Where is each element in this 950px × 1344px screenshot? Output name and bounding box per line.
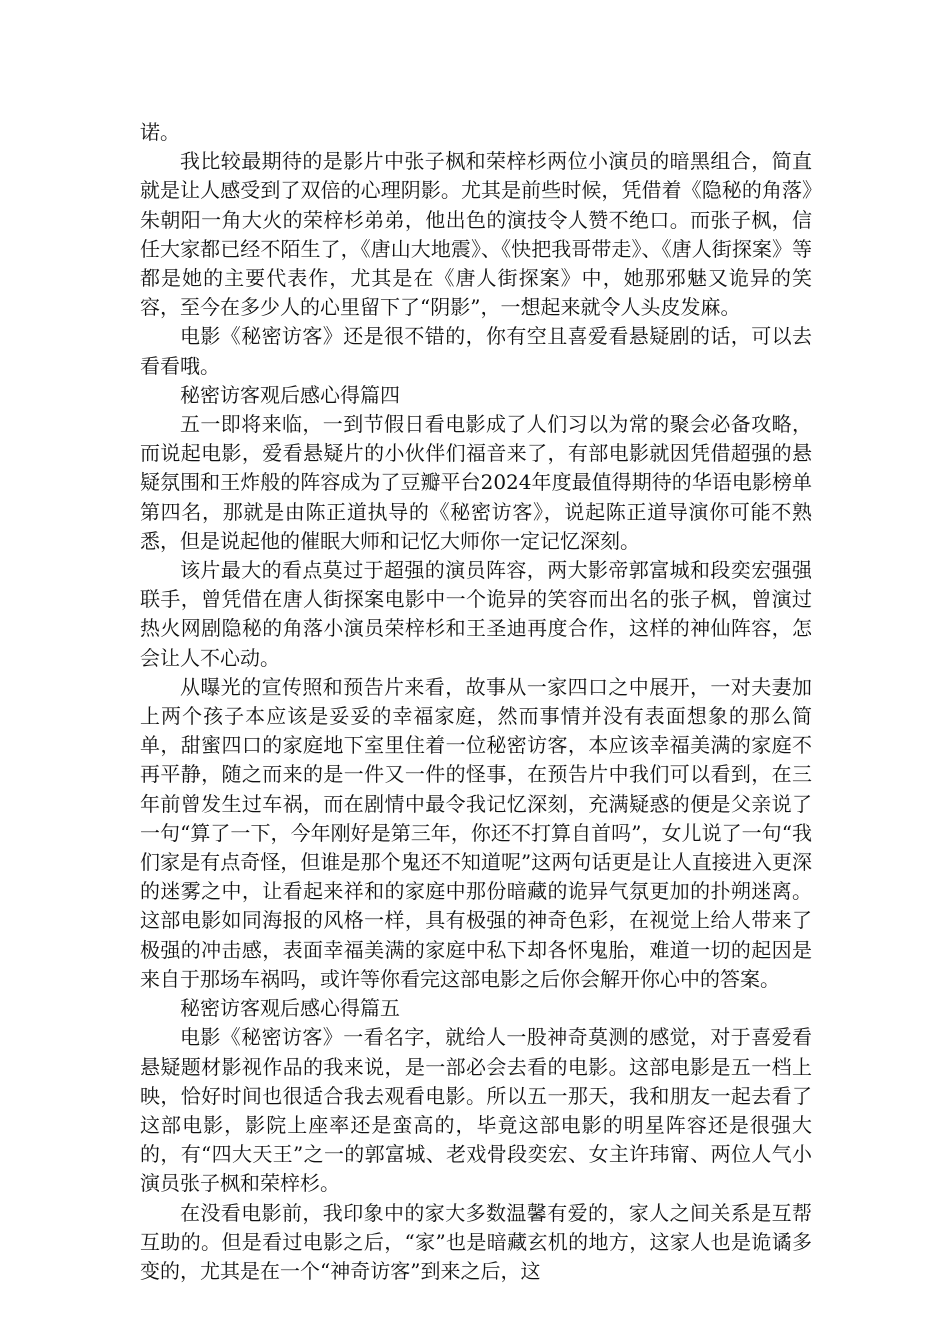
- paragraph-story-trailer: 从曝光的宣传照和预告片来看，故事从一家四口之中展开，一对夫妻加上两个孩子本应该是妥妥的幸福家庭，然而事情并没有表面想象的那么简单，甜蜜四口的家庭地下室里住着一位秘密访客，本应该幸福美满的家庭不再平静，随之而来的是一件又一件的怪事，在预告片中我们可以看到，在三年前曾发生过车祸，而在剧情中最令我记忆深刻，充满疑惑的便是父亲说了一句“算了一下，今年刚好是第三年，你还不打算自首吗”，女儿说了一句“我们家是有点奇怪，但谁是那个鬼还不知道呢”这两句话更是让人直接进入更深的迷雾之中，让看起来祥和的家庭中那份暗藏的诡异气氛更加的扑朔迷离。这部电影如同海报的风格一样，具有极强的神奇色彩，在视觉上给人带来了极强的冲击感，表面幸福美满的家庭中私下却各怀鬼胎，难道一切的起因是来自于那场车祸吗，或许等你看完这部电影之后你会解开你心中的答案。: [140, 674, 812, 991]
- section-heading-part-four: 秘密访客观后感心得篇四: [180, 382, 400, 407]
- paragraph-cast-highlight: 该片最大的看点莫过于超强的演员阵容，两大影帝郭富城和段奕宏强强联手，曾凭借在唐人街探案电影中一个诡异的笑容而出名的张子枫，曾演过热火网剧隐秘的角落小演员荣梓杉和王圣迪再度合作，这样的神仙阵容，怎会让人不心动。: [140, 558, 812, 670]
- paragraph-recommendation: 电影《秘密访客》还是很不错的，你有空且喜爱看悬疑剧的话，可以去看看哦。: [140, 324, 812, 378]
- paragraph-child-actors: 我比较最期待的是影片中张子枫和荣梓杉两位小演员的暗黑组合，简直就是让人感受到了双倍的心理阴影。尤其是前些时候，凭借着《隐秘的角落》朱朝阳一角大火的荣梓杉弟弟，他出色的演技令人赞不绝口。而张子枫，信任大家都已经不陌生了，《唐山大地震》、《快把我哥带走》、《唐人街探案》等都是她的主要代表作，尤其是在《唐人街探案》中，她那邪魅又诡异的笑容，至今在多少人的心里留下了“阴影”，一想起来就令人头皮发麻。: [140, 149, 812, 320]
- document-page: [140, 118, 812, 1286]
- section-heading-part-five: 秘密访客观后感心得篇五: [180, 996, 400, 1021]
- paragraph-may-day-intro: 五一即将来临，一到节假日看电影成了人们习以为常的聚会必备攻略，而说起电影，爱看悬疑片的小伙伴们福音来了，有部电影就因凭借超强的悬疑氛围和王炸般的阵容成为了豆瓣平台2024年度最值得期待的华语电影榜单第四名，那就是由陈正道执导的《秘密访客》，说起陈正道导演你可能不熟悉，但是说起他的催眠大师和记忆大师你一定记忆深刻。: [140, 412, 812, 553]
- paragraph-family-reflection: 在没看电影前，我印象中的家大多数温馨有爱的，家人之间关系是互帮互助的。但是看过电影之后，“家”也是暗藏玄机的地方，这家人也是诡谲多变的，尤其是在一个“神奇访客”到来之后，这: [140, 1200, 812, 1283]
- paragraph-continuation: 诺。: [140, 120, 180, 144]
- paragraph-viewing-experience: 电影《秘密访客》一看名字，就给人一股神奇莫测的感觉，对于喜爱看悬疑题材影视作品的我来说，是一部必会去看的电影。这部电影是五一档上映，恰好时间也很适合我去观看电影。所以五一那天，我和朋友一起去看了这部电影，影院上座率还是蛮高的，毕竟这部电影的明星阵容还是很强大的，有“四大天王”之一的郭富城、老戏骨段奕宏、女主许玮甯、两位人气小演员张子枫和荣梓杉。: [140, 1025, 812, 1196]
